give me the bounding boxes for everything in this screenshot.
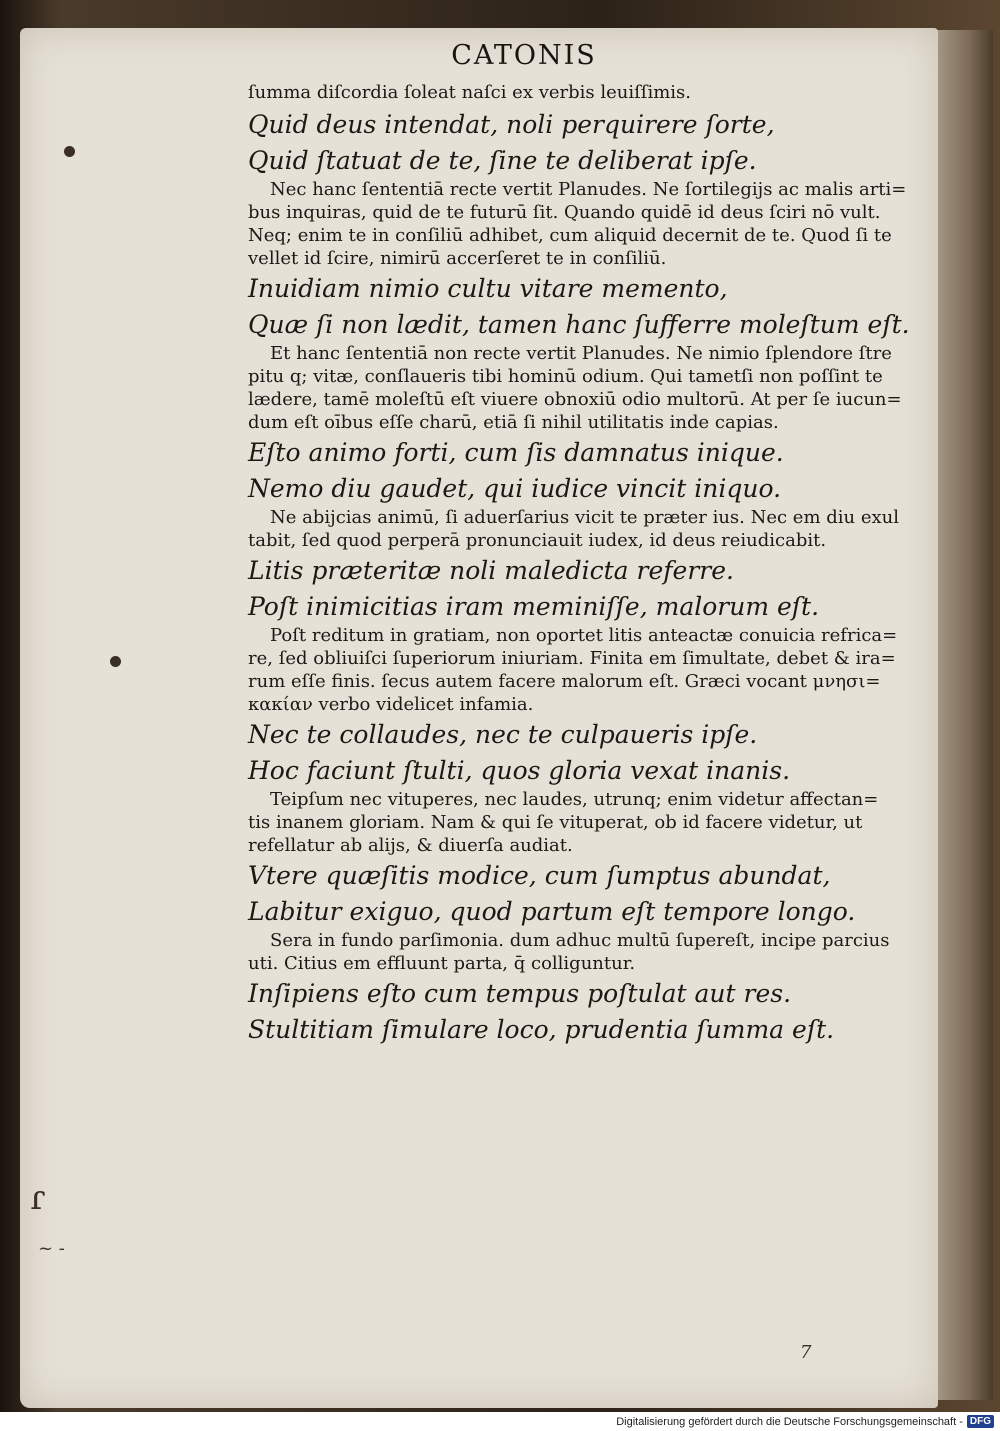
book-page (20, 28, 938, 1408)
page-number: 7 (800, 1342, 812, 1363)
commentary-line: Nec hanc ſententiā recte vertit Planudes. Ne ſortilegijs ac malis arti= (270, 179, 907, 200)
verse-line: Quæ ſi non lædit, tamen hanc ſufferre moleſtum eſt. (248, 310, 910, 339)
verse-line: Quid ſtatuat de te, ſine te deliberat ipſe. (248, 146, 757, 175)
text-block (248, 80, 928, 1047)
commentary-line: rum eſſe finis. ſecus autem facere malorum eſt. Græci vocant μνησι= (248, 671, 881, 692)
commentary-line: re, ſed obliuiſci ſuperiorum iniuriam. Finita em ſimultate, debet & ira= (248, 648, 896, 669)
verse-line: Hoc faciunt ſtulti, quos gloria vexat inanis. (248, 756, 791, 785)
margin-dot (110, 656, 121, 667)
text-line: ſumma diſcordia ſoleat naſci ex verbis leuiſſimis. (248, 82, 691, 103)
commentary-line: tis inanem gloriam. Nam & qui ſe vituperat, ob id facere videtur, ut (248, 812, 863, 833)
verse-line: Poſt inimicitias iram meminiſſe, malorum eſt. (248, 592, 820, 621)
commentary-line: κακίαν verbo videlicet infamia. (248, 694, 534, 715)
commentary-line: Ne abijcias animū, ſi aduerſarius vicit te præter ius. Nec em diu exul (270, 507, 899, 528)
funding-footer (0, 1412, 1000, 1431)
running-header: CATONIS (451, 40, 597, 71)
commentary-line: lædere, tamē moleſtū eſt viuere obnoxiū odio multorū. At per ſe iucun= (248, 389, 902, 410)
margin-mark: ɾ (30, 1178, 46, 1218)
verse-line: Inuidiam nimio cultu vitare memento, (248, 274, 728, 303)
verse-line: Nemo diu gaudet, qui iudice vincit iniquo. (248, 474, 782, 503)
commentary-line: Poſt reditum in gratiam, non oportet litis anteactæ conuicia refrica= (270, 625, 898, 646)
commentary-line: refellatur ab alijs, & diuerſa audiat. (248, 835, 573, 856)
commentary-line: tabit, ſed quod perperā pronunciauit iudex, id deus reiudicabit. (248, 530, 827, 551)
verse-line: Eſto animo forti, cum ſis damnatus inique. (248, 438, 784, 467)
commentary-line: bus inquiras, quid de te futurū ſit. Quando quidē id deus ſciri nō vult. (248, 202, 881, 223)
verse-line: Inſipiens eſto cum tempus poſtulat aut res. (248, 979, 792, 1008)
commentary-line: dum eſt oībus eſſe charū, etiā ſi nihil utilitatis inde capias. (248, 412, 779, 433)
margin-tick: ~ - (38, 1238, 65, 1259)
commentary-line: uti. Citius em effluunt parta, q̄ colliguntur. (248, 953, 636, 974)
adjacent-page-edge (935, 30, 993, 1400)
commentary-line: pitu q; vitæ, conſlaueris tibi hominū odium. Qui tametſi non poſſint te (248, 366, 883, 387)
verse-line: Nec te collaudes, nec te culpaueris ipſe. (248, 720, 758, 749)
verse-line: Litis præteritæ noli maledicta referre. (248, 556, 734, 585)
verse-line: Stultitiam ſimulare loco, prudentia ſumma eſt. (248, 1015, 835, 1044)
verse-line: Quid deus intendat, noli perquirere ſorte, (248, 110, 775, 139)
footer-text: Digitalisierung gefördert durch die Deutsche Forschungsgemeinschaft - (616, 1415, 963, 1428)
margin-dot (64, 146, 75, 157)
commentary-line: Neq; enim te in conſiliū adhibet, cum aliquid decernit de te. Quod ſi te (248, 225, 892, 246)
dfg-logo: DFG (967, 1415, 994, 1428)
verse-line: Labitur exiguo, quod partum eſt tempore longo. (248, 897, 856, 926)
commentary-line: Teipſum nec vituperes, nec laudes, utrunq; enim videtur affectan= (270, 789, 879, 810)
commentary-line: Sera in fundo parſimonia. dum adhuc multū ſupereſt, incipe parcius (270, 930, 890, 951)
commentary-line: vellet id ſcire, nimirū accerſeret te in conſiliū. (248, 248, 667, 269)
commentary-line: Et hanc ſententiā non recte vertit Planudes. Ne nimio ſplendore ſtre (270, 343, 892, 364)
verse-line: Vtere quæſitis modice, cum ſumptus abundat, (248, 861, 831, 890)
